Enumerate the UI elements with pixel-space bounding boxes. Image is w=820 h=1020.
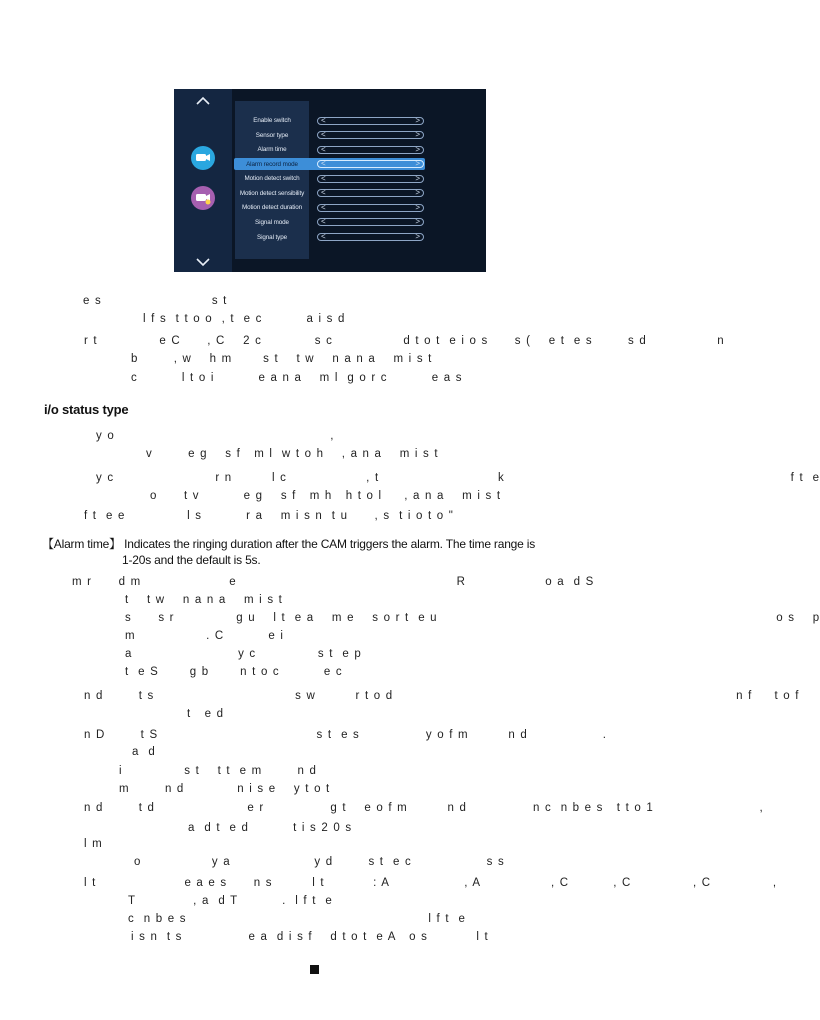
menu-label-motion-detect-duration[interactable]: Motion detect duration [241, 204, 303, 211]
chevron-down-icon[interactable] [193, 255, 213, 269]
selector-motion-detect-sensibility[interactable] [317, 189, 424, 197]
doc-line: i s n t s e a d i s f d t o t e A o s l t [131, 931, 489, 943]
arrow-left-icon[interactable]: < [321, 174, 326, 183]
menu-label-motion-detect-switch[interactable]: Motion detect switch [244, 175, 300, 182]
camera-icon[interactable] [191, 146, 215, 170]
page-marker [310, 965, 319, 974]
doc-line: a y c s t e p [125, 648, 363, 660]
arrow-left-icon[interactable]: < [321, 145, 326, 154]
doc-line: l f s t t o o , t e c a i s d [143, 313, 346, 325]
doc-line: c l t o i e a n a m l g o r c e a s [131, 372, 463, 384]
selector-alarm-time[interactable] [317, 146, 424, 154]
doc-line: r t e C , C 2 c s c d t o t e i o s s ( e t e s s d n [84, 335, 725, 347]
side-bar [174, 89, 232, 272]
doc-line: l t e a e s n s l t : A , A , C , C , C , [84, 877, 778, 889]
selector-signal-type[interactable] [317, 233, 424, 241]
arrow-right-icon[interactable]: > [415, 159, 420, 168]
menu-label-motion-detect-sensibility[interactable]: Motion detect sensibility [239, 190, 305, 197]
doc-line: n d t d e r g t e o f m n d n c n b e s t t o 1 , [84, 802, 764, 814]
arrow-left-icon[interactable]: < [321, 232, 326, 241]
selector-alarm-record-mode[interactable] [317, 160, 424, 168]
doc-line: e s s t [83, 295, 228, 307]
doc-line: t e S g b n t o c e c [125, 666, 343, 678]
arrow-right-icon[interactable]: > [415, 116, 420, 125]
selector-enable-switch[interactable] [317, 117, 424, 125]
doc-line: n D t S s t e s y o f m n d . [84, 729, 608, 741]
arrow-right-icon[interactable]: > [415, 232, 420, 241]
camera-alarm-icon[interactable] [191, 186, 215, 210]
doc-line: m n d n i s e y t o t [119, 783, 331, 795]
doc-line: m . C e i [125, 630, 285, 642]
doc-line: c n b e s l f t e [128, 913, 467, 925]
menu-label-signal-mode[interactable]: Signal mode [255, 219, 289, 226]
arrow-left-icon[interactable]: < [321, 188, 326, 197]
arrow-right-icon[interactable]: > [415, 145, 420, 154]
doc-line: f t e e l s r a m i s n t u , s t i o t o " [84, 510, 455, 522]
menu-label-enable-switch[interactable]: Enable switch [253, 117, 291, 124]
arrow-right-icon[interactable]: > [415, 188, 420, 197]
selector-motion-detect-switch[interactable] [317, 175, 424, 183]
doc-line: t t w n a n a m i s t [125, 594, 284, 606]
doc-line: v e g s f m l w t o h , a n a m i s t [146, 448, 439, 460]
menu-label-sensor-type[interactable]: Sensor type [255, 132, 289, 139]
selector-sensor-type[interactable] [317, 131, 424, 139]
alarm-time-text: Indicates the ringing duration after the CAM triggers the alarm. The time range is [124, 537, 536, 551]
settings-screenshot [174, 89, 486, 272]
doc-line: T , a d T . l f t e [128, 895, 333, 907]
doc-line: i s t t t e m n d [119, 765, 318, 777]
arrow-left-icon[interactable]: < [321, 217, 326, 226]
arrow-right-icon[interactable]: > [415, 217, 420, 226]
menu-label-signal-type[interactable]: Signal type [256, 234, 288, 241]
selector-motion-detect-duration[interactable] [317, 204, 424, 212]
doc-line: m r d m e R o a d S [72, 576, 595, 588]
doc-line: b , w h m s t t w n a n a m i s t [131, 353, 433, 365]
doc-line: o y a y d s t e c s s [134, 856, 505, 868]
doc-line: a d [132, 746, 156, 758]
arrow-right-icon[interactable]: > [415, 130, 420, 139]
arrow-right-icon[interactable]: > [415, 203, 420, 212]
alarm-time-text-cont: 1-20s and the default is 5s. [122, 553, 261, 567]
doc-line: y o , [96, 430, 335, 442]
doc-line: a d t e d t i s 2 0 s [188, 822, 353, 834]
alarm-time-tag: 【Alarm time】 [42, 537, 121, 551]
arrow-right-icon[interactable]: > [415, 174, 420, 183]
section-heading: i/o status type [44, 402, 129, 417]
doc-line: y c r n l c , t k f t e [96, 472, 820, 484]
arrow-left-icon[interactable]: < [321, 130, 326, 139]
doc-line: s s r g u l t e a m e s o r t e u o s p [125, 612, 820, 624]
doc-line: t e d [187, 708, 225, 720]
arrow-left-icon[interactable]: < [321, 159, 326, 168]
doc-line: o t v e g s f m h h t o l , a n a m i s t [150, 490, 502, 502]
selector-signal-mode[interactable] [317, 218, 424, 226]
chevron-up-icon[interactable] [193, 94, 213, 108]
arrow-left-icon[interactable]: < [321, 203, 326, 212]
doc-line: n d t s s w r t o d n f t o f [84, 690, 800, 702]
menu-label-alarm-time[interactable]: Alarm time [257, 146, 287, 153]
arrow-left-icon[interactable]: < [321, 116, 326, 125]
doc-line: l m [84, 838, 103, 850]
menu-label-alarm-record-mode[interactable]: Alarm record mode [246, 161, 298, 168]
alarm-time-paragraph [42, 535, 535, 552]
